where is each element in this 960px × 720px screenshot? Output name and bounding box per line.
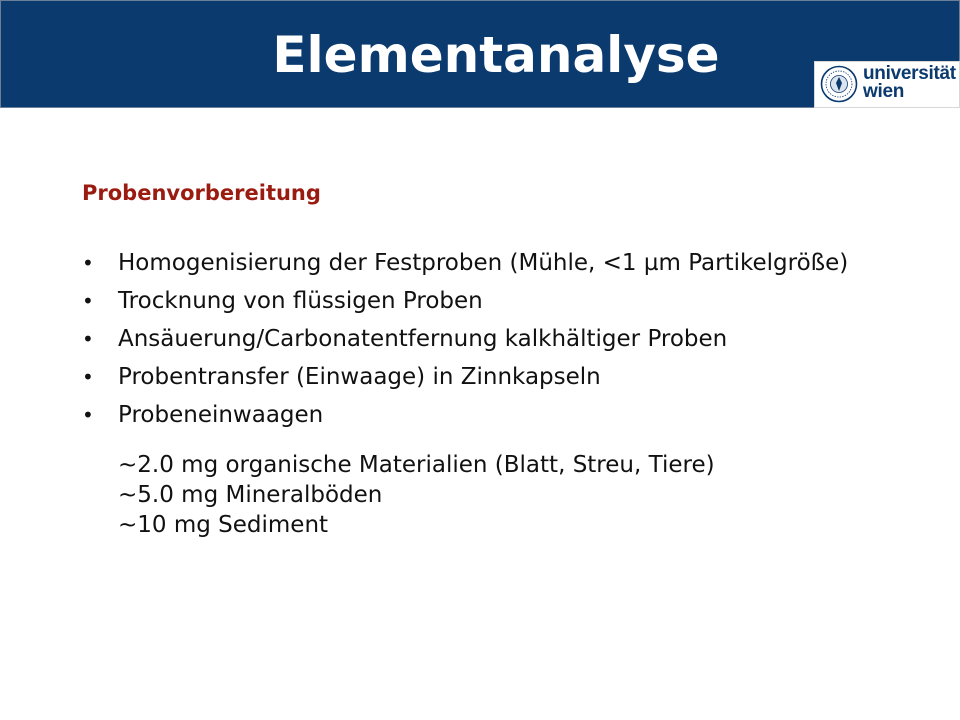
bullet-dot-icon: • [82, 289, 94, 313]
logo-line-2: wien [863, 81, 905, 102]
bullet-dot-icon: • [82, 403, 94, 427]
logo-wordmark [863, 65, 956, 101]
page-title: Elementanalyse [272, 26, 720, 84]
bullet-text: Ansäuerung/Carbonatentfernung kalkhältiger Proben [118, 326, 728, 352]
section-heading: Probenvorbereitung [82, 181, 321, 205]
bullet-item [82, 286, 902, 316]
sample-weights [118, 450, 902, 540]
bullet-item [82, 248, 902, 278]
bullet-item [82, 324, 902, 354]
sample-weight-line: ~10 mg Sediment [118, 512, 329, 538]
bullet-list [82, 248, 902, 548]
logo-line-1: universität [863, 63, 956, 84]
bullet-dot-icon: • [82, 365, 94, 389]
university-seal-icon [820, 65, 858, 103]
bullet-item [82, 362, 902, 392]
bullet-text: Homogenisierung der Festproben (Mühle, <1 µm Partikelgröße) [118, 250, 849, 276]
sample-weight-line: ~5.0 mg Mineralböden [118, 482, 383, 508]
bullet-item [82, 400, 902, 540]
bullet-dot-icon: • [82, 251, 94, 275]
bullet-text: Trocknung von flüssigen Proben [118, 288, 483, 314]
university-logo [814, 61, 960, 108]
sample-weight-line: ~2.0 mg organische Materialien (Blatt, Streu, Tiere) [118, 452, 715, 478]
bullet-dot-icon: • [82, 327, 94, 351]
bullet-text: Probentransfer (Einwaage) in Zinnkapseln [118, 364, 601, 390]
bullet-text: Probeneinwaagen [118, 402, 324, 428]
